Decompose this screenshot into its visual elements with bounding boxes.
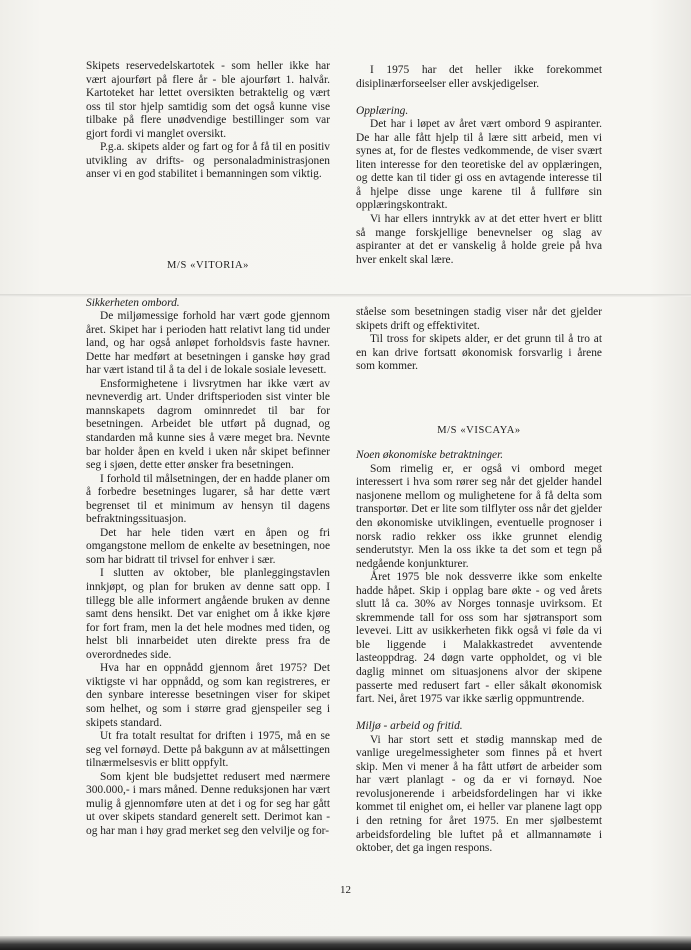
paragraph: De miljømessige forhold har vært gode gjennom året. Skipet har i perioden hatt relativt lang tid under land, og har også anløpet forholdsvis faste havner. Dette har medført at besetningen i ganske høy grad har vært istand til å ta del i de lokale sosiale levesett. [86,310,330,377]
paragraph: Til tross for skipets alder, er det grunn til å tro at en kan drive fortsatt økonomisk forsvarlig i årene som kommer. [356,333,602,373]
paragraph: Som kjent ble budsjettet redusert med nærmere 300.000,- i mars måned. Denne reduksjonen har vært mulig å gjennomføre uten at det i og for seg har gått ut over skipets standard generelt sett. Derimot kan - og har man i høy grad merket seg den velvilje og for- [86,770,330,837]
paragraph: Året 1975 ble nok dessverre ikke som enkelte hadde håpet. Skip i opplag bare økte - og ved årets slutt lå ca. 30% av Norges tonnasje uvirksom. Et skremmende tall for oss som har sjøtransport som levevei. Litt av usikkerheten fikk også vi føle da vi ble liggende i Malakkastredet avventende lasteoppdrag. 24 døgn varte oppholdet, og vi ble daglig minnet om situasjonens alvor der skipene passerte med redusert fart - eller såkalt økonomisk fart. Nei, året 1975 var ikke særlig oppmuntrende. [356,571,602,706]
page-number: 12 [340,884,351,896]
paragraph: I slutten av oktober, ble planleggingstavlen innkjøpt, og plan for bruken av denne satt opp. I tillegg ble alle informert angående bruken av denne samt dens hensikt. Det var enighet om å ikke kjøre for fort fram, men la det hele modnes med tiden, og helst bli innarbeidet uten direkte press fra de overordnedes side. [86,567,330,661]
paragraph: Det har hele tiden vært en åpen og fri omgangstone mellom de enkelte av besetningen, noe som har bidratt til trivsel for enhver i sær. [86,526,330,566]
subheading-opplaering: Opplæring. [356,104,409,117]
subheading-sikkerheten: Sikkerheten ombord. [86,296,180,309]
paragraph: Som rimelig er, er også vi ombord meget interessert i hva som rører seg når det gjelder handel nasjonene mellom og mulighetene for å få delta som transportør. Det er lite som tilflyter oss når det gjelder den økonomiske utviklingen, eventuelle prognoser i norsk radio rekker oss ikke grunnet elendig senderutstyr. Men la oss ikke ta det som et tegn på nedgående konjunkturer. [356,462,602,570]
paragraph: Vi har stort sett et stødig mannskap med de vanlige uregelmessigheter som finnes på et hvert skip. Men vi mener å ha fått utført de arbeider som har vært planlagt - og da er vi fornøyd. Noe revolusjonerende i arbeidsfordelingen har vi ikke kommet til enighet om, ei heller var planene lagt opp i den retning for året 1975. En mer sjølbestemt arbeidsfordeling ble luftet på et allmannamøte i oktober, det ga ingen respons. [356,733,602,855]
paragraph: Vi har ellers inntrykk av at det etter hvert er blitt så mange forskjellige benevnelser og slag av aspiranter at det er vanskelig å holde greie på hva hver enkelt skal lære. [356,212,602,266]
paragraph: I 1975 har det heller ikke forekommet disiplinærforseelser eller avskjedigelser. [356,64,602,90]
right-column-bottom [356,306,602,856]
paragraph: Hva har en oppnådd gjennom året 1975? Det viktigste vi har oppnådd, og som kan registreres, er den synbare interesse besetningen viser for skipet som helhet, og som i større grad gjenspeiler seg i skipets standard. [86,662,330,729]
paragraph: P.g.a. skipets alder og fart og for å få til en positiv utvikling av drifts- og personaladministrasjonen anser vi en god stabilitet i bemanningen som viktig. [86,141,330,181]
paragraph: Skipets reservedelskartotek - som heller ikke har vært ajourført på flere år - ble ajourført 1. halvår. Kartoteket har lettet oversikten betraktelig og vært oss til stor hjelp samtidig som det også kunne vise tilbake på flere unødvendige bestillinger som var gjort fordi vi manglet oversikt. [86,60,330,140]
section-title-vitoria: M/S «VITORIA» [167,260,249,271]
paragraph: Det har i løpet av året vært ombord 9 aspiranter. De har alle fått hjelp til å lære sitt arbeid, men vi synes at, for de flestes vedkommende, de viser svært liten interesse for den teoretiske del av opplæringen, og dette kan til tider gi oss en avtagende interesse til å hjelpe disse unge karene til å fullføre sin opplæringskontrakt. [356,118,602,212]
section-title-viscaya: M/S «VISCAYA» [437,424,521,436]
paragraph: Ensformighetene i livsrytmen har ikke vært av nevneverdig art. Under driftsperioden sist vinter ble mannskapets dagrom ominnredet til bar for besetningen. Arbeidet ble utført på dugnad, og standarden må kunne sies å være meget bra. Nevnte bar holder åpen en kveld i uken når skipet befinner seg i sjøen, dette etter ønsker fra besetningen. [86,377,330,472]
left-column-bottom [86,259,330,838]
subheading-okonomiske: Noen økonomiske betraktninger. [356,449,504,462]
scan-bottom-edge [0,936,691,950]
subheading-miljo: Miljø - arbeid og fritid. [356,720,463,733]
paragraph: Ut fra totalt resultat for driften i 1975, må en se seg vel fornøyd. Dette på bakgunn av at målsettingen tilnærmelsesvis er blitt oppfylt. [86,730,330,770]
left-column-top [86,60,330,182]
paragraph: ståelse som besetningen stadig viser når det gjelder skipets drift og effektivitet. [356,306,602,332]
right-column-top [356,64,602,267]
paragraph: I forhold til målsetningen, der en hadde planer om å forbedre besetninges lugarer, så har dette vært begrenset til et minimum av hensyn til dagens befraktningssituasjon. [86,472,330,526]
